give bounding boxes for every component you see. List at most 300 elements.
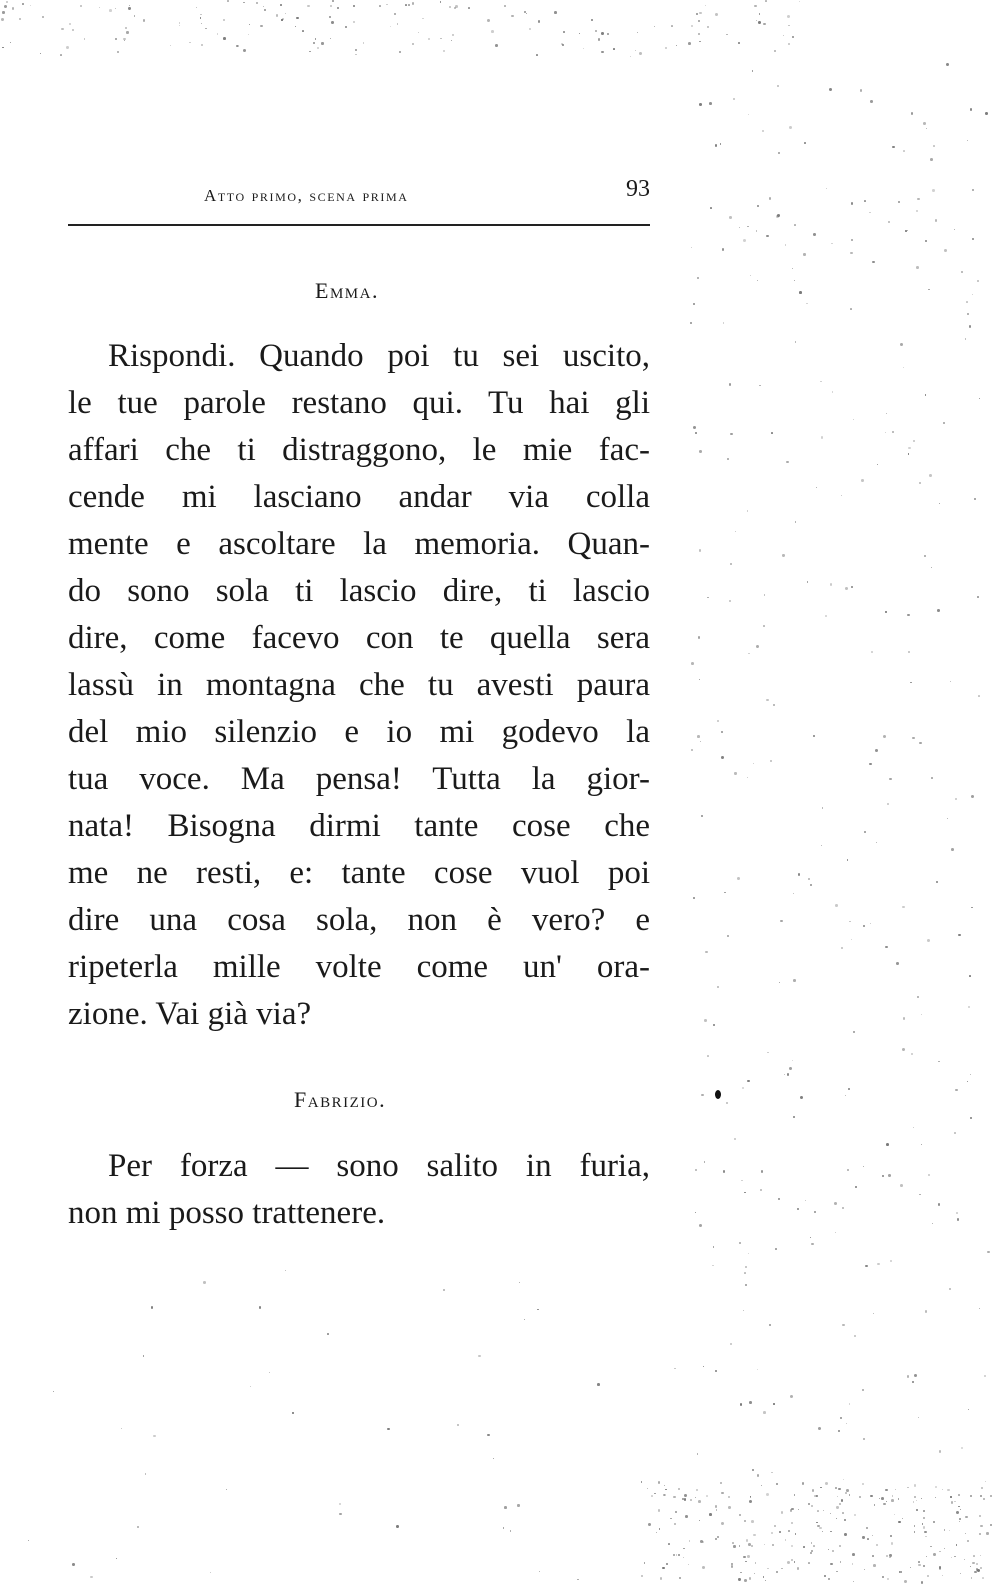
paper-speck: [877, 464, 878, 465]
paper-speck: [746, 1539, 749, 1542]
paper-speck: [2, 11, 4, 13]
paper-speck: [712, 1265, 713, 1266]
paper-speck: [664, 1485, 666, 1487]
paper-speck: [883, 1503, 886, 1506]
paper-speck: [443, 1289, 446, 1292]
paper-speck: [739, 227, 740, 228]
paper-speck: [353, 21, 355, 23]
paper-speck: [698, 636, 701, 639]
paper-speck: [760, 1189, 762, 1191]
paper-speck: [844, 1533, 847, 1536]
paper-speck: [19, 18, 21, 20]
paper-speck: [690, 322, 692, 324]
paper-speck: [980, 1495, 983, 1498]
paper-speck: [887, 1578, 889, 1580]
paper-speck: [758, 21, 761, 24]
paper-speck: [782, 554, 784, 556]
paper-speck: [981, 1487, 983, 1489]
paper-speck: [503, 1527, 504, 1528]
paper-speck: [919, 1194, 921, 1196]
paper-speck: [443, 50, 445, 52]
paper-speck: [524, 1319, 525, 1320]
paper-speck: [690, 1499, 692, 1501]
paper-speck: [969, 325, 971, 327]
paper-speck: [913, 1501, 914, 1502]
paper-speck: [974, 498, 976, 500]
paper-speck: [977, 280, 979, 282]
speech-line: mente e ascoltare la memoria. Quan-: [68, 526, 650, 562]
paper-speck: [763, 1411, 766, 1414]
speech-line: Rispondi. Quando poi tu sei uscito,: [108, 338, 650, 374]
paper-speck: [771, 432, 773, 434]
paper-speck: [913, 1127, 914, 1128]
paper-speck: [955, 1089, 958, 1092]
paper-speck: [579, 33, 580, 34]
paper-speck: [891, 1499, 894, 1502]
paper-speck: [834, 1202, 837, 1205]
paper-speck: [885, 1489, 887, 1491]
paper-speck: [851, 202, 853, 204]
paper-speck: [125, 27, 127, 29]
paper-speck: [854, 1335, 857, 1338]
paper-speck: [918, 1564, 920, 1566]
paper-speck: [955, 798, 957, 800]
paper-speck: [281, 19, 282, 20]
paper-speck: [755, 1562, 756, 1563]
paper-speck: [812, 1489, 815, 1492]
paper-speck: [727, 935, 729, 937]
paper-speck: [577, 1579, 578, 1580]
paper-speck: [930, 158, 933, 161]
paper-speck: [822, 807, 823, 808]
speech-line: dire una cosa sola, non è vero? e: [68, 902, 650, 938]
paper-speck: [699, 679, 700, 680]
paper-speck: [976, 1563, 978, 1565]
paper-speck: [886, 1555, 888, 1557]
paper-speck: [814, 1211, 816, 1213]
paper-speck: [440, 1, 442, 3]
paper-speck: [729, 383, 732, 386]
paper-speck: [861, 479, 864, 482]
paper-speck: [665, 1489, 666, 1490]
paper-speck: [715, 1505, 717, 1507]
paper-speck: [923, 1517, 925, 1519]
paper-speck: [885, 611, 886, 612]
paper-speck: [226, 1489, 227, 1490]
paper-speck: [595, 30, 598, 33]
paper-speck: [779, 982, 780, 983]
paper-speck: [841, 495, 842, 496]
paper-speck: [939, 1551, 940, 1552]
paper-speck: [743, 1556, 746, 1559]
paper-speck: [886, 1143, 889, 1146]
paper-speck: [898, 201, 901, 204]
paper-speck: [200, 17, 202, 19]
paper-speck: [789, 1067, 792, 1070]
speech-fabrizio: [68, 1143, 650, 1237]
paper-speck: [938, 1061, 940, 1063]
paper-speck: [987, 1251, 989, 1253]
paper-speck: [740, 1403, 743, 1406]
paper-speck: [699, 450, 702, 453]
paper-speck: [745, 1561, 746, 1562]
paper-speck: [260, 25, 263, 28]
paper-speck: [851, 939, 852, 940]
paper-speck: [637, 32, 638, 33]
paper-speck: [904, 1580, 907, 1583]
paper-speck: [972, 238, 974, 240]
paper-speck: [644, 1562, 645, 1563]
paper-speck: [872, 261, 875, 264]
paper-speck: [969, 975, 971, 977]
paper-speck: [917, 198, 920, 201]
paper-speck: [715, 13, 718, 16]
paper-speck: [872, 1555, 874, 1557]
paper-speck: [749, 1577, 751, 1579]
paper-speck: [774, 50, 776, 52]
paper-speck: [839, 1503, 841, 1505]
paper-speck: [562, 44, 564, 46]
paper-speck: [939, 503, 940, 504]
paper-speck: [895, 1489, 896, 1490]
paper-speck: [683, 1557, 684, 1558]
paper-speck: [852, 1563, 854, 1565]
paper-speck: [756, 20, 757, 21]
paper-speck: [889, 778, 892, 781]
paper-speck: [510, 1530, 511, 1531]
paper-speck: [970, 1074, 971, 1075]
paper-speck: [777, 214, 780, 217]
paper-speck: [864, 1569, 865, 1570]
paper-speck: [889, 1554, 891, 1556]
paper-speck: [862, 1536, 864, 1538]
paper-speck: [759, 13, 760, 14]
paper-speck: [721, 1492, 724, 1495]
paper-speck: [704, 1161, 706, 1163]
paper-speck: [960, 1509, 961, 1510]
paper-speck: [697, 735, 700, 738]
paper-speck: [778, 152, 780, 154]
paper-speck: [986, 1532, 988, 1534]
paper-speck: [925, 240, 927, 242]
paper-speck: [967, 1540, 969, 1542]
paper-speck: [742, 1087, 744, 1089]
paper-speck: [790, 1395, 793, 1398]
paper-speck: [870, 923, 871, 924]
paper-speck: [983, 1498, 985, 1500]
paper-speck: [699, 1520, 700, 1521]
paper-speck: [973, 1555, 975, 1557]
paper-speck: [825, 615, 827, 617]
paper-speck: [830, 1513, 831, 1514]
paper-speck: [715, 1538, 717, 1540]
paper-speck: [971, 1577, 973, 1579]
paper-speck: [890, 1260, 892, 1262]
paper-speck: [205, 28, 206, 29]
paper-speck: [783, 35, 784, 36]
paper-speck: [280, 4, 282, 6]
paper-speck: [116, 1558, 117, 1559]
paper-speck: [121, 1428, 122, 1429]
paper-speck: [269, 1372, 270, 1373]
paper-speck: [862, 1483, 864, 1485]
paper-speck: [947, 1489, 950, 1492]
paper-speck: [170, 45, 171, 46]
paper-speck: [771, 1532, 773, 1534]
paper-speck: [717, 720, 719, 722]
paper-speck: [885, 432, 886, 433]
paper-speck: [733, 98, 735, 100]
paper-speck: [747, 510, 748, 511]
paper-speck: [853, 1581, 854, 1582]
paper-speck: [145, 1473, 146, 1474]
paper-speck: [753, 763, 754, 764]
paper-speck: [960, 1573, 961, 1574]
paper-speck: [788, 1530, 790, 1532]
paper-speck: [243, 49, 246, 52]
paper-speck: [722, 248, 724, 250]
paper-speck: [12, 7, 14, 9]
paper-speck: [892, 146, 894, 148]
paper-speck: [397, 23, 398, 24]
paper-speck: [504, 1506, 507, 1509]
paper-speck: [379, 5, 381, 7]
paper-speck: [935, 219, 937, 221]
paper-speck: [787, 1073, 790, 1076]
paper-speck: [903, 1017, 906, 1020]
paper-speck: [735, 531, 736, 532]
paper-speck: [728, 1496, 731, 1499]
paper-speck: [699, 41, 701, 43]
paper-speck: [831, 243, 833, 245]
paper-speck: [851, 586, 853, 588]
paper-speck: [949, 1530, 950, 1531]
paper-speck: [217, 33, 219, 35]
paper-speck: [695, 1169, 698, 1172]
speech-line: del mio silenzio e io mi godevo la: [68, 714, 650, 750]
paper-speck: [487, 19, 490, 22]
paper-speck: [721, 731, 723, 733]
paper-speck: [259, 1306, 262, 1309]
paper-speck: [961, 271, 964, 274]
paper-speck: [916, 210, 917, 211]
paper-speck: [787, 15, 790, 18]
running-head: Atto primo, scena prima: [204, 186, 409, 205]
paper-speck: [739, 1514, 741, 1516]
paper-speck: [440, 38, 442, 40]
paper-speck: [951, 848, 954, 851]
paper-speck: [864, 200, 866, 202]
paper-speck: [791, 1522, 794, 1525]
paper-speck: [843, 1479, 844, 1480]
paper-speck: [695, 432, 697, 434]
paper-speck: [727, 458, 729, 460]
paper-speck: [956, 1544, 957, 1545]
paper-speck: [931, 777, 933, 779]
paper-speck: [919, 482, 921, 484]
paper-speck: [750, 1496, 752, 1498]
paper-speck: [874, 1504, 875, 1505]
paper-speck: [743, 1310, 744, 1311]
paper-speck: [699, 103, 702, 106]
paper-speck: [709, 1513, 712, 1516]
paper-speck: [468, 7, 470, 9]
paper-speck: [639, 52, 642, 55]
paper-speck: [730, 1343, 732, 1345]
paper-speck: [700, 741, 701, 742]
paper-speck: [842, 1324, 844, 1326]
paper-speck: [196, 7, 197, 8]
paper-speck: [780, 920, 783, 923]
paper-speck: [744, 1579, 747, 1582]
paper-speck: [819, 1527, 822, 1530]
paper-speck: [921, 1581, 924, 1584]
paper-speck: [980, 1567, 982, 1569]
paper-speck: [965, 1516, 967, 1518]
paper-speck: [810, 1237, 812, 1239]
paper-speck: [738, 42, 740, 44]
paper-speck: [537, 1309, 538, 1310]
paper-speck: [200, 14, 202, 16]
paper-speck: [914, 1496, 916, 1498]
paper-speck: [820, 381, 821, 382]
paper-speck: [539, 1571, 540, 1572]
paper-speck: [836, 1518, 837, 1519]
paper-speck: [927, 939, 930, 942]
paper-speck: [331, 21, 334, 24]
paper-speck: [795, 1533, 797, 1535]
paper-speck: [929, 474, 932, 477]
paper-speck: [793, 1116, 795, 1118]
paper-speck: [772, 1544, 774, 1546]
paper-speck: [842, 1512, 844, 1514]
paper-speck: [788, 43, 791, 46]
paper-speck: [151, 1306, 153, 1308]
paper-speck: [850, 308, 852, 310]
paper-speck: [845, 1095, 847, 1097]
paper-speck: [660, 1577, 662, 1579]
paper-speck: [956, 1511, 959, 1514]
paper-speck: [870, 1495, 872, 1497]
paper-speck: [353, 5, 355, 7]
paper-speck: [830, 1563, 833, 1566]
paper-speck: [803, 253, 805, 255]
paper-speck: [951, 1557, 952, 1558]
paper-speck: [954, 1556, 955, 1557]
paper-speck: [734, 1138, 736, 1140]
paper-speck: [813, 233, 816, 236]
paper-speck: [762, 130, 764, 132]
paper-speck: [766, 1493, 769, 1496]
paper-speck: [985, 112, 988, 115]
paper-speck: [965, 1533, 966, 1534]
paper-speck: [888, 221, 890, 223]
paper-speck: [923, 122, 926, 125]
paper-speck: [828, 1578, 830, 1580]
paper-speck: [898, 1498, 899, 1499]
paper-speck: [795, 521, 797, 523]
paper-speck: [771, 1472, 773, 1474]
paper-speck: [726, 1102, 728, 1104]
paper-speck: [910, 682, 912, 684]
paper-speck: [69, 23, 71, 25]
paper-speck: [201, 44, 203, 46]
paper-speck: [651, 1495, 653, 1497]
paper-speck: [337, 7, 339, 9]
paper-speck: [317, 47, 319, 49]
paper-speck: [339, 1503, 340, 1504]
paper-speck: [536, 54, 538, 56]
paper-speck: [853, 419, 855, 421]
paper-speck: [888, 1174, 891, 1177]
paper-speck: [2, 47, 3, 48]
paper-speck: [903, 367, 904, 368]
paper-speck: [832, 1550, 834, 1552]
paper-speck: [805, 1200, 806, 1201]
paper-speck: [873, 1564, 876, 1567]
paper-speck: [979, 398, 980, 399]
paper-speck: [128, 7, 130, 9]
paper-speck: [691, 662, 694, 665]
paper-speck: [928, 289, 929, 290]
paper-speck: [641, 1481, 642, 1482]
paper-speck: [933, 145, 935, 147]
paper-speck: [978, 695, 980, 697]
paper-speck: [970, 1566, 971, 1567]
paper-speck: [849, 1403, 850, 1404]
paper-speck: [923, 1526, 925, 1528]
paper-speck: [30, 5, 31, 6]
paper-speck: [53, 1391, 54, 1392]
paper-speck: [691, 749, 693, 751]
paper-speck: [836, 1506, 838, 1508]
paper-speck: [659, 1528, 660, 1529]
paper-speck: [752, 1469, 754, 1471]
speech-line: do sono sola ti lascio dire, ti lascio: [68, 573, 650, 609]
paper-speck: [761, 1170, 763, 1172]
paper-speck: [339, 1513, 341, 1515]
paper-speck: [982, 1577, 984, 1579]
paper-speck: [412, 43, 414, 45]
paper-speck: [709, 102, 712, 105]
paper-speck: [203, 1281, 206, 1284]
paper-speck: [950, 1496, 951, 1497]
paper-speck: [115, 38, 117, 40]
paper-speck: [201, 23, 203, 25]
paper-speck: [823, 1510, 824, 1511]
paper-speck: [706, 1495, 708, 1497]
paper-speck: [179, 22, 181, 24]
paper-speck: [721, 756, 724, 759]
paper-speck: [949, 1288, 951, 1290]
paper-speck: [892, 431, 894, 433]
paper-speck: [751, 1545, 753, 1547]
paper-speck: [129, 5, 130, 6]
paper-speck: [134, 15, 135, 16]
paper-speck: [769, 1324, 771, 1326]
paper-speck: [717, 1536, 719, 1538]
paper-speck: [759, 385, 761, 387]
paper-speck: [825, 1482, 828, 1485]
paper-speck: [666, 1563, 668, 1565]
paper-speck: [786, 461, 789, 464]
paper-speck: [970, 1495, 972, 1497]
paper-speck: [428, 38, 430, 40]
paper-speck: [684, 1498, 686, 1500]
paper-speck: [720, 143, 722, 145]
paper-speck: [990, 1524, 992, 1526]
paper-speck: [961, 1447, 963, 1449]
